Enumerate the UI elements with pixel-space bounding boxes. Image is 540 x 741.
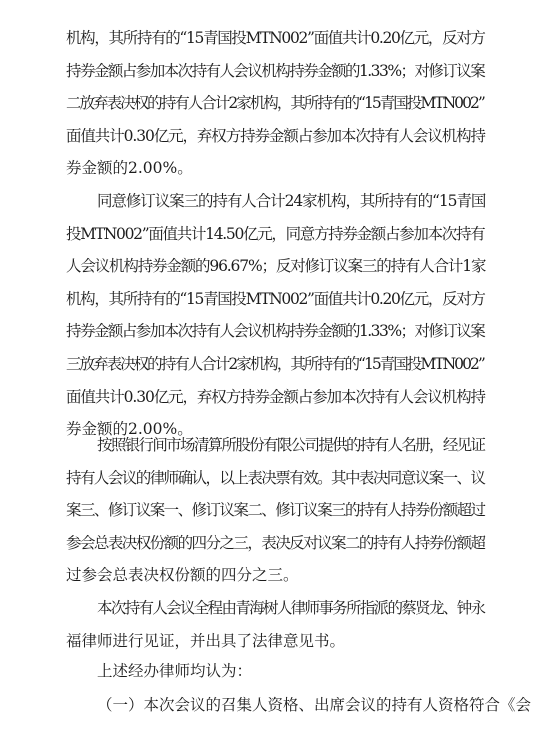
text-line: 持券金额占参加本次持有人会议机构持券金额的1.33%；对修订议案: [66, 322, 485, 341]
text-line: 二放弃表决权的持有人合计2家机构，其所持有的“15青国投MTN002”: [66, 94, 484, 113]
text-line: 上述经办律师均认为：: [97, 662, 253, 680]
text-line: （一）本次会议的召集人资格、出席会议的持有人资格符合《会: [97, 696, 532, 714]
text-line: 本次持有人会议全程由青海树人律师事务所指派的蔡贤龙、钟永: [97, 599, 485, 617]
text-line: 面值共计0.30亿元，弃权方持券金额占参加本次持有人会议机构持: [66, 387, 485, 406]
text-line: 同意修订议案三的持有人合计24家机构，其所持有的“15青国: [97, 192, 486, 210]
text-line: 案三、修订议案一、修订议案二、修订议案三的持有人持券份额超过: [66, 501, 485, 520]
text-line: 福律师进行见证，并出具了法律意见书。: [66, 631, 346, 650]
text-line: 机构，其所持有的“15青国投MTN002”面值共计0.20亿元，反对方: [66, 29, 485, 47]
text-line: 券金额的2.00%。: [66, 159, 193, 178]
text-line: 人会议机构持券金额的96.67%；反对修订议案三的持有人合计1家: [66, 257, 486, 276]
text-line: 参会总表决权份额的四分之三，表决反对议案二的持有人持券份额超: [66, 533, 485, 552]
text-line: 机构，其所持有的“15青国投MTN002”面值共计0.20亿元，反对方: [66, 289, 485, 308]
text-line: 面值共计0.30亿元，弃权方持券金额占参加本次持有人会议机构持: [66, 126, 485, 145]
text-line: 过参会总表决权份额的四分之三。: [66, 566, 299, 585]
text-line: 三放弃表决权的持有人合计2家机构，其所持有的“15青国投MTN002”: [66, 355, 484, 373]
text-line: 投MTN002”面值共计14.50亿元，同意方持券金额占参加本次持有: [66, 224, 485, 243]
text-line: 券金额的2.00%。: [66, 420, 193, 439]
text-line: 持有人会议的律师确认，以上表决票有效。其中表决同意议案一、议: [66, 468, 485, 487]
text-line: 按照银行间市场清算所股份有限公司提供的持有人名册，经见证: [97, 436, 485, 454]
text-line: 持券金额占参加本次持有人会议机构持券金额的1.33%；对修订议案: [66, 61, 485, 80]
